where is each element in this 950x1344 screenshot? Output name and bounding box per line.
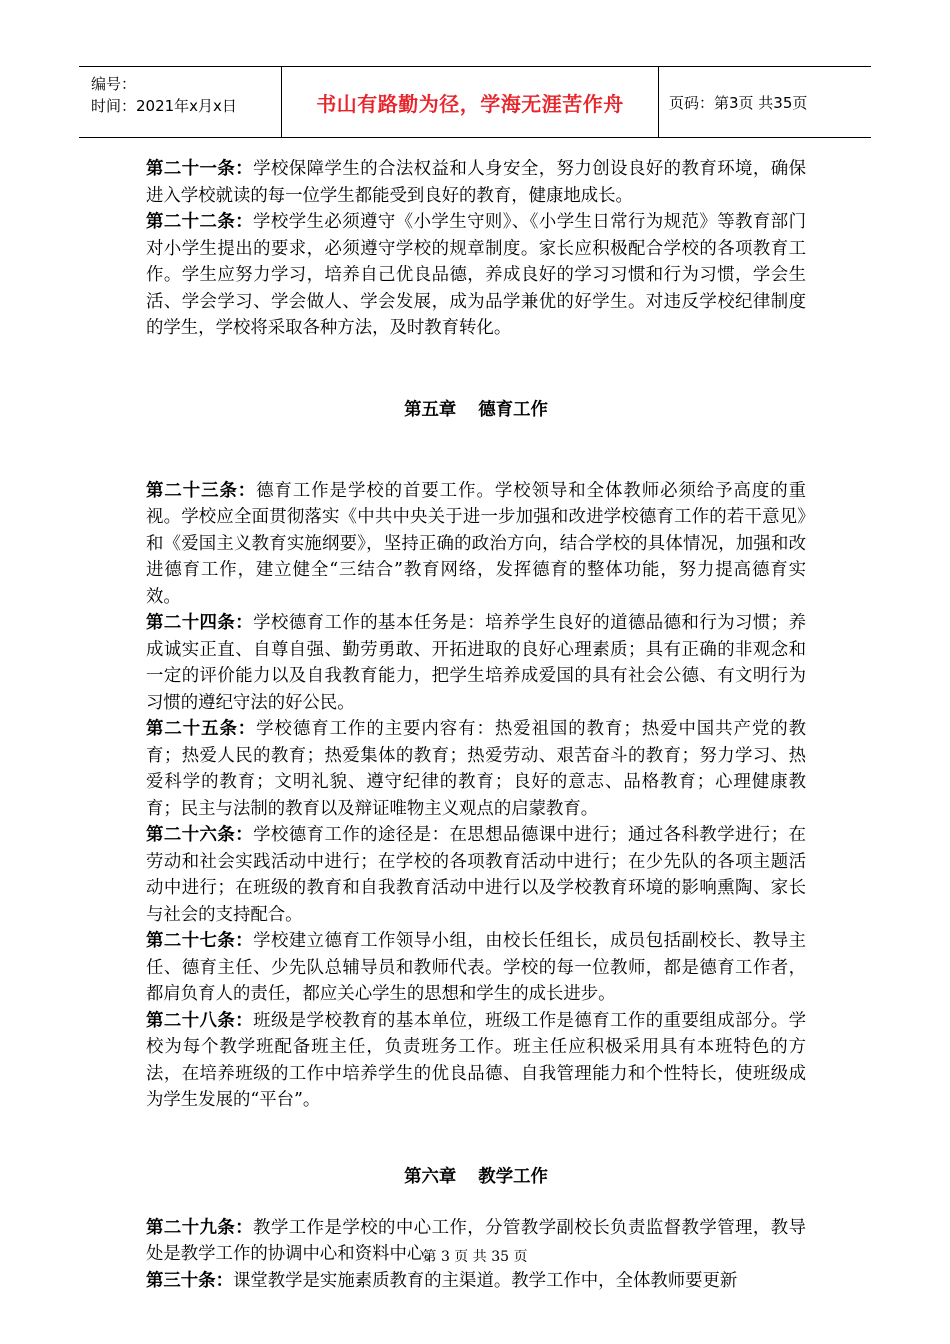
article-label: 第二十三条： [146, 480, 257, 501]
article-label: 第二十五条： [146, 719, 257, 739]
article-text: 学校德育工作的基本任务是：培养学生良好的道德品德和行为习惯；养成诚实正直、自尊自强、勤劳勇敢、开拓进取的良好心理素质；具有正确的非观念和一定的评价能力以及自我教育能力，把学生培养成爱国的具有社会公德、有文明行为习惯的遵纪守法的好公民。 [146, 613, 806, 713]
document-body [146, 156, 806, 1294]
article-label: 第二十四条： [146, 613, 254, 633]
article-text: 学校保障学生的合法权益和人身安全，努力创设良好的教育环境，确保进入学校就读的每一位学生都能受到良好的教育，健康地成长。 [146, 159, 806, 206]
article-text: 学校德育工作的主要内容有：热爱祖国的教育；热爱中国共产党的教育；热爱人民的教育；热爱集体的教育；热爱劳动、艰苦奋斗的教育；努力学习、热爱科学的教育；文明礼貌、遵守纪律的教育；良好的意志、品格教育；心理健康教育；民主与法制的教育以及辩证唯物主义观点的启蒙教育。 [146, 719, 806, 819]
chapter-number: 第六章 [404, 1166, 457, 1187]
article-label: 第二十六条： [146, 825, 254, 845]
chapter-6-heading [146, 1162, 806, 1187]
article-label: 第二十七条： [146, 931, 254, 951]
article-30 [146, 1268, 806, 1295]
article-21 [146, 156, 806, 209]
article-label: 第二十二条： [146, 212, 254, 232]
header-date: 时间：2021年x月x日 [91, 97, 237, 115]
header-number: 编号： [91, 75, 137, 93]
article-label: 第二十八条： [146, 1010, 254, 1031]
article-27 [146, 928, 806, 1008]
article-23 [146, 478, 806, 611]
article-text: 德育工作是学校的首要工作。学校领导和全体教师必须给予高度的重视。学校应全面贯彻落实《中共中央关于进一步加强和改进学校德育工作的若干意见》和《爱国主义教育实施纲要》，坚持正确的政治方向，结合学校的具体情况，加强和改进德育工作，建立健全“三结合”教育网络，发挥德育的整体功能，努力提高德育实效。 [146, 480, 806, 607]
header-motto: 书山有路勤为径，学海无涯苦作舟 [282, 67, 659, 137]
article-text: 教学工作是学校的中心工作，分管教学副校长负责监督教学管理，教导处是教学工作的协调中心和资料中心。 [146, 1217, 806, 1264]
article-label: 第二十九条： [146, 1217, 254, 1238]
chapter-number: 第五章 [404, 399, 457, 420]
chapter-title: 德育工作 [478, 399, 548, 420]
chapter-5-heading [146, 395, 806, 420]
article-24 [146, 610, 806, 716]
article-text: 学校德育工作的途径是：在思想品德课中进行；通过各科教学进行；在劳动和社会实践活动中进行；在学校的各项教育活动中进行；在少先队的各项主题活动中进行；在班级的教育和自我教育活动中进行以及学校教育环境的影响熏陶、家长与社会的支持配合。 [146, 825, 806, 925]
article-text: 课堂教学是实施素质教育的主渠道。教学工作中，全体教师要更新 [232, 1270, 738, 1291]
page-header [79, 66, 871, 138]
article-text: 班级是学校教育的基本单位，班级工作是德育工作的重要组成部分。学校为每个教学班配备班主任，负责班务工作。班主任应积极采用具有本班特色的方法，在培养班级的工作中培养学生的优良品德、自我管理能力和个性特长，使班级成为学生发展的“平台”。 [146, 1010, 806, 1110]
article-label: 第三十条： [146, 1270, 233, 1291]
article-text: 学校学生必须遵守《小学生守则》、《小学生日常行为规范》等教育部门对小学生提出的要求，必须遵守学校的规章制度。家长应积极配合学校的各项教育工作。学生应努力学习，培养自己优良品德，养成良好的学习习惯和行为习惯，学会生活、学会学习、学会做人、学会发展，成为品学兼优的好学生。对违反学校纪律制度的学生，学校将采取各种方法，及时教育转化。 [146, 212, 806, 338]
article-text: 学校建立德育工作领导小组，由校长任组长，成员包括副校长、教导主任、德育主任、少先队总辅导员和教师代表。学校的每一位教师，都是德育工作者，都肩负育人的责任，都应关心学生的思想和学生的成长进步。 [146, 931, 806, 1004]
article-26 [146, 822, 806, 928]
header-page-info: 页码：第3页 共35页 [669, 93, 808, 112]
chapter-title: 教学工作 [478, 1166, 548, 1187]
header-meta-cell [79, 67, 282, 137]
article-25 [146, 716, 806, 822]
article-label: 第二十一条： [146, 159, 254, 179]
article-22 [146, 209, 806, 342]
article-28 [146, 1008, 806, 1114]
page-footer: 第 3 页 共 35 页 [422, 1249, 528, 1265]
